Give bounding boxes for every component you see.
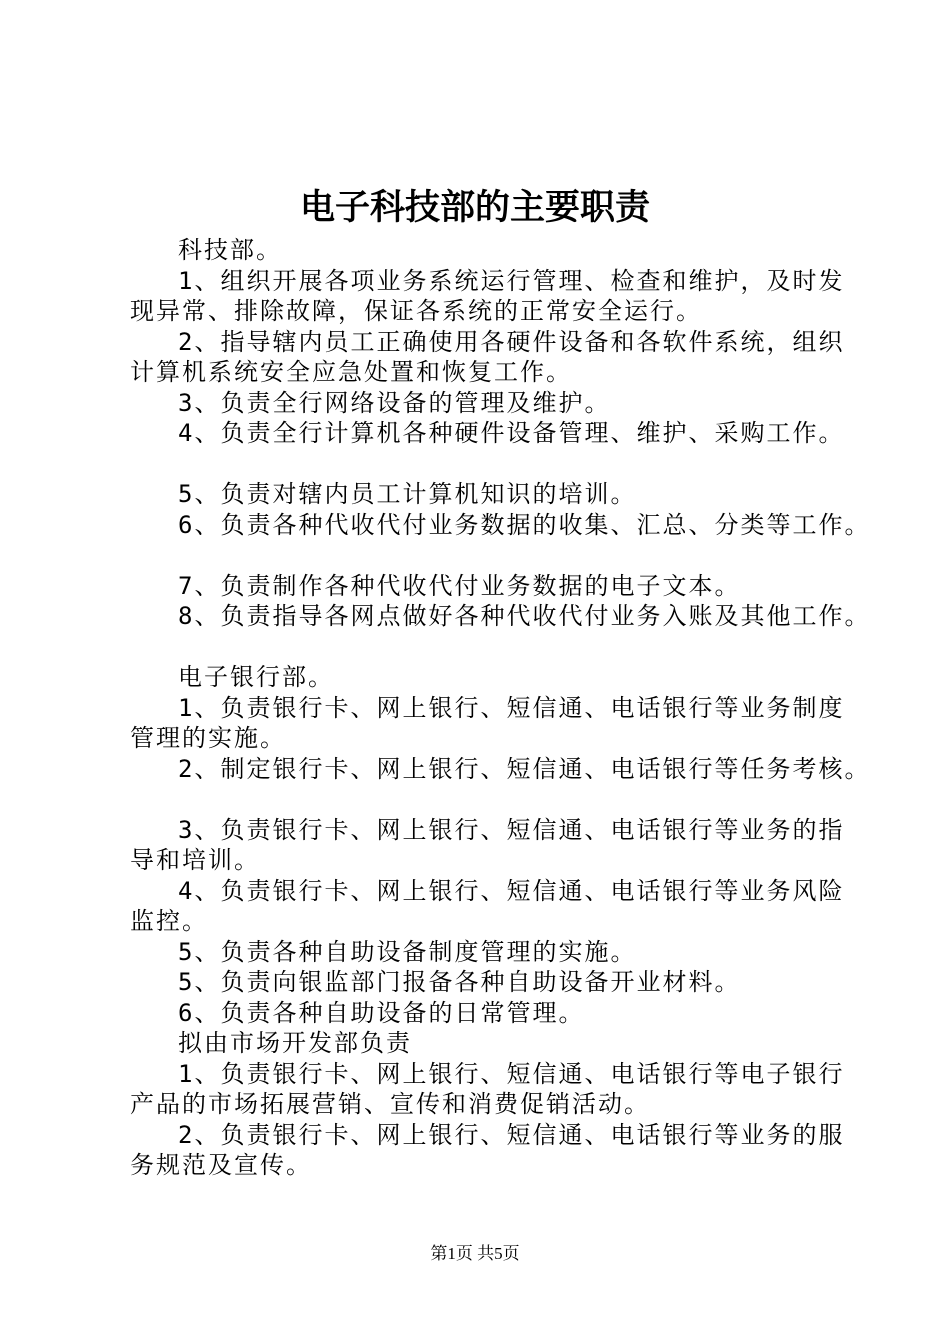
paragraph-line: 6、负责各种代收代付业务数据的收集、汇总、分类等工作。 [178,510,871,539]
paragraph-line: 现异常、排除故障，保证各系统的正常安全运行。 [130,297,702,325]
paragraph-line: 6、负责各种自助设备的日常管理。 [178,998,585,1027]
blank-line [130,632,850,663]
paragraph-line: 3、负责全行网络设备的管理及维护。 [178,388,611,417]
paragraph-line: 导和培训。 [130,846,260,874]
blank-line [130,540,850,571]
paragraph-line: 产品的市场拓展营销、宣传和消费促销活动。 [130,1090,650,1118]
section-heading-tech: 科技部。 [178,236,282,264]
blank-line [130,784,850,815]
paragraph-line: 2、制定银行卡、网上银行、短信通、电话银行等任务考核。 [178,754,871,783]
paragraph-line: 2、指导辖内员工正确使用各硬件设备和各软件系统，组织 [178,327,845,356]
blank-line [130,449,850,480]
paragraph-line: 8、负责指导各网点做好各种代收代付业务入账及其他工作。 [178,602,871,630]
paragraph-line: 4、负责全行计算机各种硬件设备管理、维护、采购工作。 [178,419,845,447]
paragraph-line: 7、负责制作各种代收代付业务数据的电子文本。 [178,571,741,600]
paragraph-line: 计算机系统安全应急处置和恢复工作。 [130,358,572,386]
page-number-footer: 第1页 共5页 [430,1244,520,1263]
paragraph-line: 1、组织开展各项业务系统运行管理、检查和维护，及时发 [178,266,845,295]
paragraph-line: 5、负责对辖内员工计算机知识的培训。 [178,480,637,508]
paragraph-line: 1、负责银行卡、网上银行、短信通、电话银行等电子银行 [178,1059,845,1088]
paragraph-line: 4、负责银行卡、网上银行、短信通、电话银行等业务风险 [178,876,845,905]
paragraph-line: 3、负责银行卡、网上银行、短信通、电话银行等业务的指 [178,815,845,844]
paragraph-line: 2、负责银行卡、网上银行、短信通、电话银行等业务的服 [178,1120,845,1149]
section-heading-market: 拟由市场开发部负责 [178,1029,412,1057]
paragraph-line: 务规范及宣传。 [130,1151,312,1179]
paragraph-line: 5、负责向银监部门报备各种自助设备开业材料。 [178,968,741,996]
paragraph-line: 5、负责各种自助设备制度管理的实施。 [178,937,637,966]
section-heading-ebank: 电子银行部。 [178,663,334,691]
paragraph-line: 管理的实施。 [130,724,286,752]
paragraph-line: 监控。 [130,907,208,935]
document-body [130,235,871,1181]
document-title: 电子科技部的主要职责 [299,187,650,228]
paragraph-line: 1、负责银行卡、网上银行、短信通、电话银行等业务制度 [178,693,845,722]
